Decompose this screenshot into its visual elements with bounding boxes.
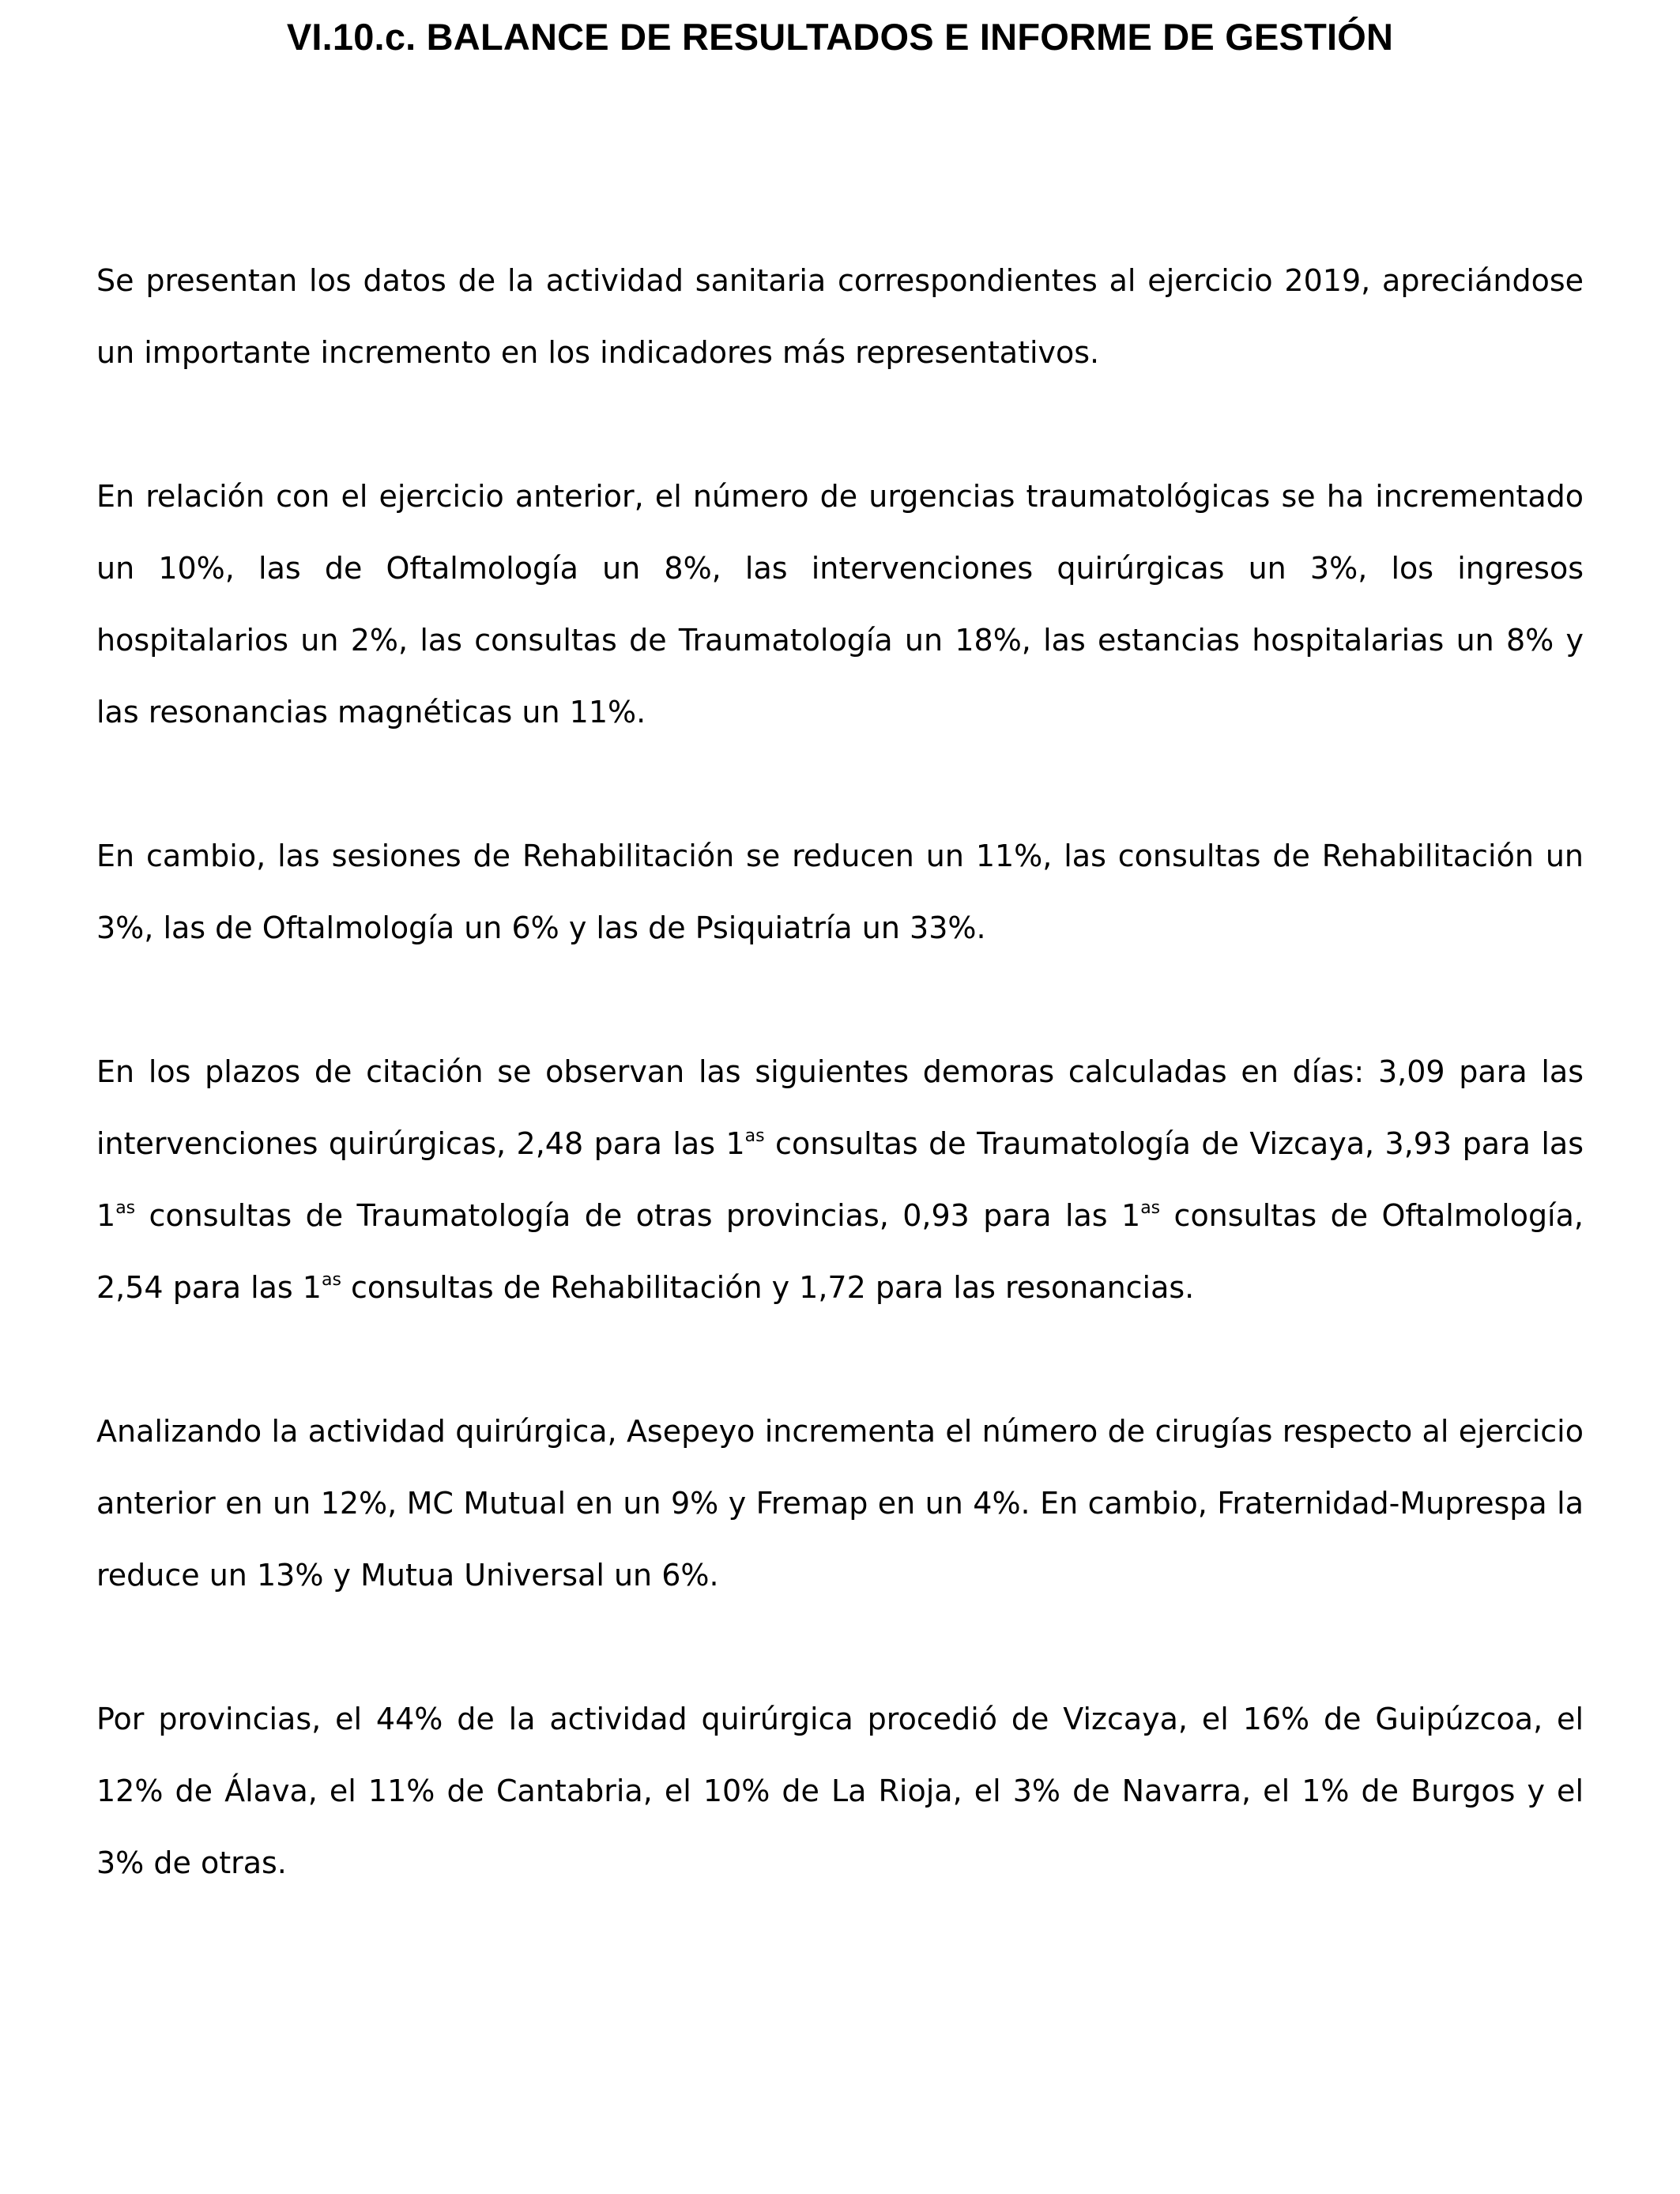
paragraph-increases: En relación con el ejercicio anterior, el número de urgencias traumatológicas se ha incrementado un 10%, las de Oftalmología un 8%, las intervenciones quirúrgicas un 3%, los ingresos hospitalarios un 2%, las consultas de Traumatología un 18%, las estancias hospitalarias un 8% y las resonancias magnéticas un 11%. — [96, 479, 1584, 729]
superscript-as: as — [1140, 1198, 1161, 1218]
paragraph-waiting-times — [96, 1036, 1584, 1324]
superscript-as: as — [744, 1126, 765, 1146]
waiting-times-text-4: consultas de Oftalmología, 2,54 para las 1 — [96, 1198, 1584, 1305]
waiting-times-text-1: En los plazos de citación se observan las siguientes demoras calculadas en días: 3,09 para las intervenciones quirúrgicas, 2,48 para las 1 — [96, 1054, 1584, 1161]
paragraph-provinces: Por provincias, el 44% de la actividad quirúrgica procedió de Vizcaya, el 16% de Guipúzcoa, el 12% de Álava, el 11% de Cantabria, el 10% de La Rioja, el 3% de Navarra, el 1% de Burgos y el 3% de otras. — [96, 1702, 1584, 1880]
paragraph-intro: Se presentan los datos de la actividad sanitaria correspondientes al ejercicio 2019, apreciándose un importante incremento en los indicadores más representativos. — [96, 263, 1584, 370]
waiting-times-text-5: consultas de Rehabilitación y 1,72 para las resonancias. — [341, 1270, 1195, 1305]
superscript-as: as — [115, 1198, 136, 1218]
document-body — [96, 245, 1584, 1971]
paragraph-reductions: En cambio, las sesiones de Rehabilitación se reducen un 11%, las consultas de Rehabilitación un 3%, las de Oftalmología un 6% y las de Psiquiatría un 33%. — [96, 839, 1584, 945]
document-title: VI.10.c. BALANCE DE RESULTADOS E INFORME DE GESTIÓN — [286, 16, 1394, 58]
waiting-times-text-3: consultas de Traumatología de otras provincias, 0,93 para las 1 — [135, 1198, 1141, 1233]
paragraph-surgical-activity: Analizando la actividad quirúrgica, Asepeyo incrementa el número de cirugías respecto al ejercicio anterior en un 12%, MC Mutual en un 9% y Fremap en un 4%. En cambio, Fraternidad-Muprespa la reduce un 13% y Mutua Universal un 6%. — [96, 1414, 1584, 1593]
waiting-times-text-2: consultas de Traumatología de Vizcaya, 3,93 para las 1 — [96, 1126, 1584, 1233]
superscript-as: as — [321, 1270, 341, 1290]
